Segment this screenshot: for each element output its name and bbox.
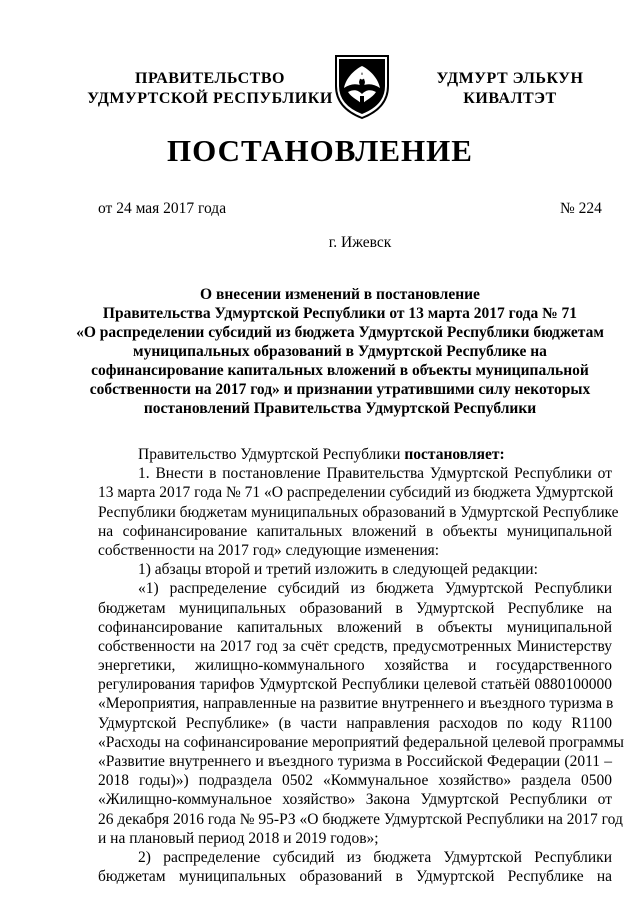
issuer-name-ru — [87, 69, 333, 109]
body-line: собственности на 2017 год» следующие изменения: — [98, 541, 440, 559]
body-line: 13 марта 2017 года № 71 «О распределении субсидий из бюджета Удмуртской — [98, 484, 614, 502]
body-line: на софинансирование капитальных вложений в объекты муниципальной — [98, 522, 612, 540]
issuer-udm-line-2: КИВАЛТЭТ — [463, 90, 557, 107]
subject-line: «О распределении субсидий из бюджета Удмуртской Республики бюджетам — [76, 324, 604, 341]
document-number: № 224 — [560, 200, 602, 217]
subject-line: собственности на 2017 год» и признании утратившими силу некоторых — [89, 381, 591, 398]
udmurt-coat-of-arms-icon — [330, 52, 394, 120]
body-line: 1. Внести в постановление Правительства Удмуртской Республики от — [138, 465, 612, 483]
issuer-line-1: ПРАВИТЕЛЬСТВО — [135, 70, 285, 87]
document-title: ПОСТАНОВЛЕНИЕ — [167, 133, 473, 168]
body-line: регулирования тарифов Удмуртской Республики целевой статьёй 0880100000 — [98, 676, 612, 694]
body-intro — [98, 445, 612, 464]
body-line: 26 декабря 2016 года № 95-РЗ «О бюджете Удмуртской Республики на 2017 год — [98, 810, 623, 828]
subject-line: муниципальных образований в Удмуртской Республике на — [133, 343, 547, 360]
intro-text: Правительство Удмуртской Республики — [138, 446, 405, 463]
body-line: «Расходы на софинансирование мероприятий федеральной целевой программы — [98, 733, 624, 751]
subject-line: Правительства Удмуртской Республики от 13 марта 2017 года № 71 — [102, 305, 578, 322]
body-line: бюджетам муниципальных образований в Удмуртской Республике на — [98, 868, 612, 886]
body-line: 1) абзацы второй и третий изложить в следующей редакции: — [138, 561, 538, 579]
issuer-name-udm — [430, 69, 590, 109]
document-body — [98, 445, 624, 886]
document-subject — [70, 285, 610, 418]
document-city: г. Ижевск — [328, 234, 392, 251]
body-line: «1) распределение субсидий из бюджета Удмуртской Республики — [138, 580, 612, 598]
subject-line: О внесении изменений в постановление — [200, 286, 480, 303]
body-line: «Жилищно-коммунальное хозяйство» Закона Удмуртской Республики от — [98, 791, 612, 809]
body-line: энергетики, жилищно-коммунального хозяйства и государственного — [98, 657, 612, 675]
body-line: Удмуртской Республике» (в части направления расходов по коду R1100 — [98, 714, 612, 732]
issuer-line-2: УДМУРТСКОЙ РЕСПУБЛИКИ — [87, 90, 333, 107]
body-line: собственности на 2017 год за счёт средств, предусмотренных Министерству — [98, 637, 612, 655]
document-date: от 24 мая 2017 года — [98, 200, 227, 217]
subject-line: софинансирование капитальных вложений в объекты муниципальной — [91, 362, 589, 379]
body-line: и на плановый период 2018 и 2019 годов»; — [98, 829, 379, 847]
body-line: 2018 годы)») подраздела 0502 «Коммунальное хозяйство» раздела 0500 — [98, 772, 612, 790]
body-line: софинансирование капитальных вложений в объекты муниципальной — [98, 618, 612, 636]
body-line: «Мероприятия, направленные на развитие внутреннего и въездного туризма в — [98, 695, 614, 713]
body-line: бюджетам муниципальных образований в Удмуртской Республике на — [98, 599, 612, 617]
body-line: Республики бюджетам муниципальных образований в Удмуртской Республике — [98, 503, 619, 521]
body-line: 2) распределение субсидий из бюджета Удмуртской Республики — [138, 848, 612, 866]
body-line: «Развитие внутреннего и въездного туризма в Российской Федерации (2011 – — [98, 753, 612, 770]
intro-verb: постановляет: — [404, 446, 505, 463]
issuer-udm-line-1: УДМУРТ ЭЛЬКУН — [436, 70, 584, 87]
subject-line: постановлений Правительства Удмуртской Республики — [143, 400, 537, 417]
